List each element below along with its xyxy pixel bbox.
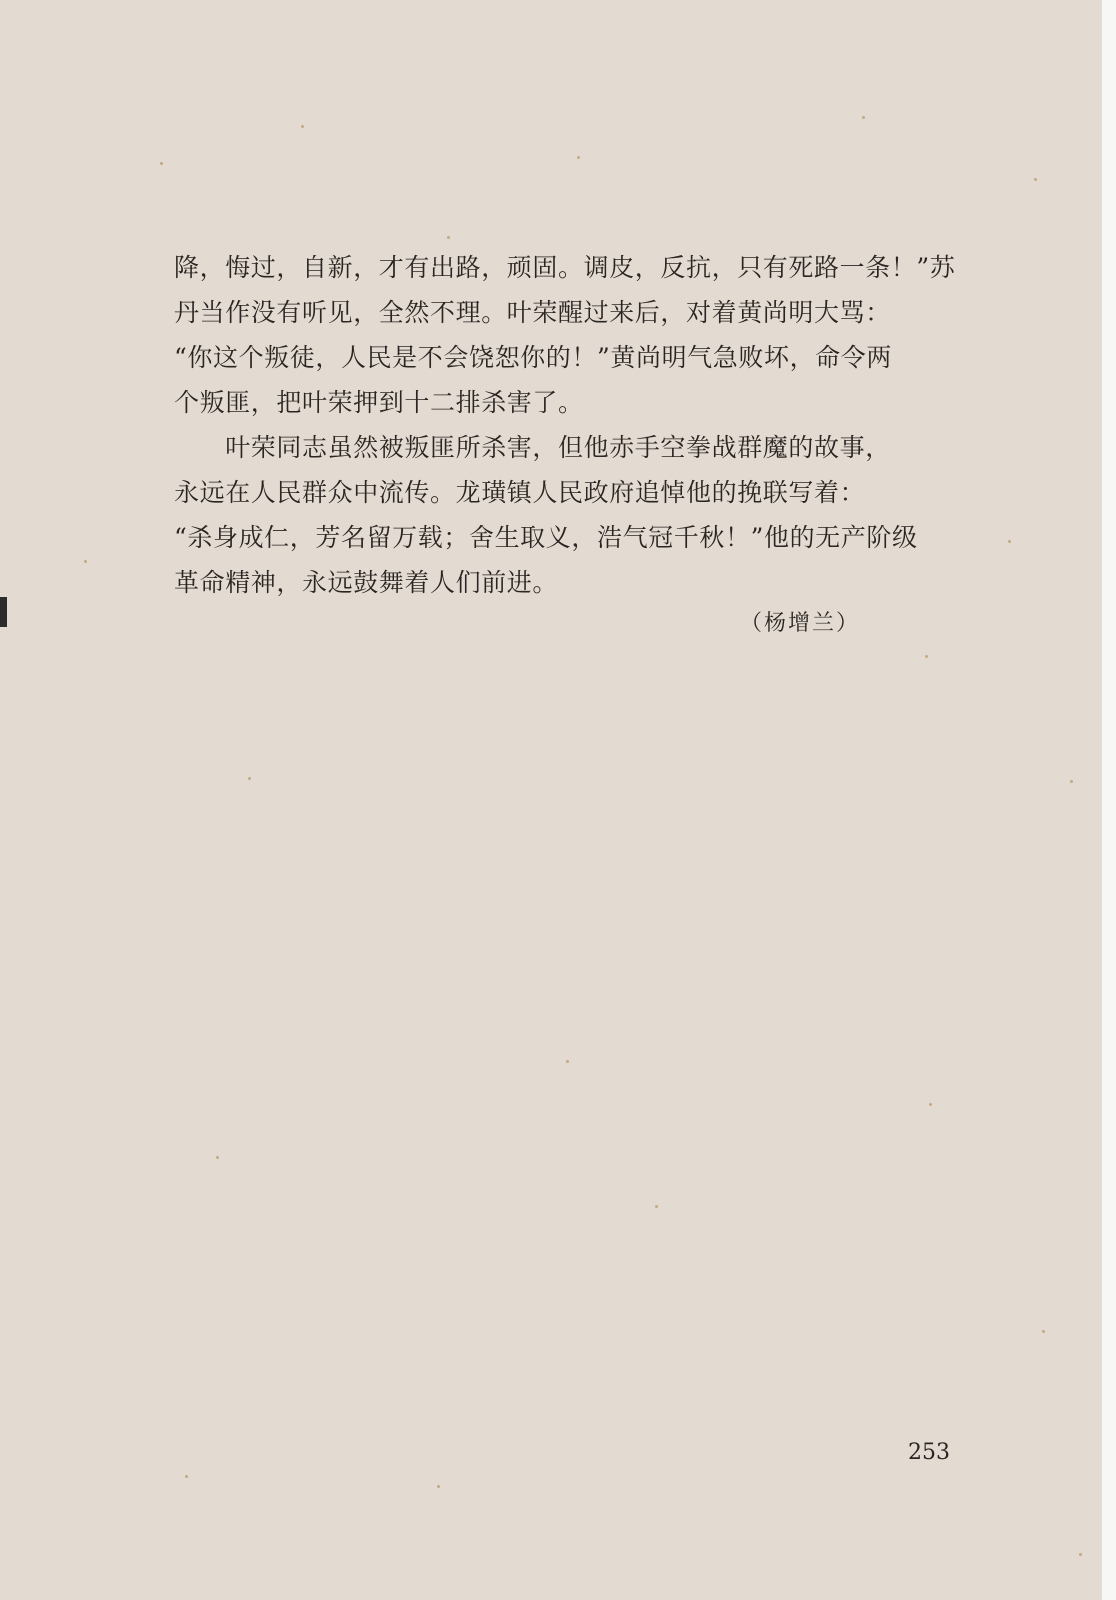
page-number: 253 bbox=[908, 1440, 950, 1465]
paper-speck bbox=[84, 560, 87, 563]
paper-speck bbox=[929, 1103, 932, 1106]
text-line: 永远在人民群众中流传。龙璜镇人民政府追悼他的挽联写着： bbox=[174, 478, 866, 507]
paper-speck bbox=[301, 125, 304, 128]
paper-speck bbox=[566, 1060, 569, 1063]
text-line: 叶荣同志虽然被叛匪所杀害，但他赤手空拳战群魔的故事， bbox=[174, 433, 891, 462]
paper-speck bbox=[248, 777, 251, 780]
paper-speck bbox=[437, 1485, 440, 1488]
text-line: “杀身成仁，芳名留万载；舍生取义，浩气冠千秋！”他的无产阶级 bbox=[174, 523, 918, 552]
binding-mark bbox=[0, 597, 7, 627]
paper-speck bbox=[216, 1156, 219, 1159]
paper-speck bbox=[1079, 1553, 1082, 1556]
paper-speck bbox=[1070, 780, 1073, 783]
paper-speck bbox=[862, 116, 865, 119]
text-line: 丹当作没有听见，全然不理。叶荣醒过来后，对着黄尚明大骂： bbox=[174, 298, 891, 327]
paper-speck bbox=[1008, 540, 1011, 543]
paper-speck bbox=[1042, 1330, 1045, 1333]
text-line: 革命精神，永远鼓舞着人们前进。 bbox=[174, 568, 559, 597]
author-signature: （杨增兰） bbox=[740, 611, 861, 636]
paper-speck bbox=[925, 655, 928, 658]
paper-speck bbox=[1034, 178, 1037, 181]
paper-speck bbox=[655, 1205, 658, 1208]
paper-speck bbox=[577, 156, 580, 159]
text-line: “你这个叛徒，人民是不会饶恕你的！”黄尚明气急败坏，命令两 bbox=[174, 343, 892, 372]
text-line: 个叛匪，把叶荣押到十二排杀害了。 bbox=[174, 388, 584, 417]
page-edge bbox=[1102, 0, 1116, 1600]
text-line: 降，悔过，自新，才有出路，顽固。调皮，反抗，只有死路一条！”苏 bbox=[174, 253, 956, 282]
paper-speck bbox=[447, 236, 450, 239]
body-text bbox=[174, 245, 984, 605]
paper-speck bbox=[160, 162, 163, 165]
paper-speck bbox=[185, 1475, 188, 1478]
